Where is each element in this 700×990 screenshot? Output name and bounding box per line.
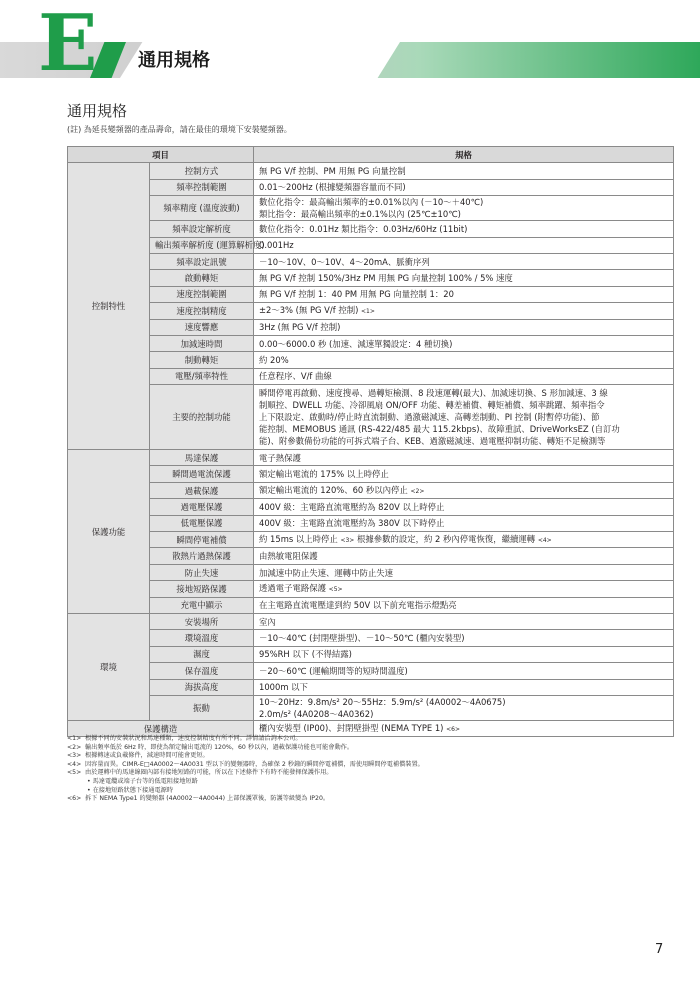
row-spec: 無 PG V/f 控制、PM 用無 PG 向量控制 [254,163,674,179]
spec-line: 能控制、MEMOBUS 通訊 (RS-422/485 最大 115.2kbps)、故障重試、DriveWorksEZ (自訂功 [259,424,620,435]
table-row [68,466,674,482]
chapter-title: 通用規格 [138,50,210,71]
row-item: 啟動轉矩 [150,270,254,286]
spec-line: 能)、附參數備份功能的可拆式端子台、KEB、過激磁減速、過電壓抑制功能、轉矩不足檢測等 [259,436,606,447]
row-spec: 約 20% [254,352,674,368]
footnote-text: 由於運轉中的馬達線圈內部有接地短路的可能，所以在下述條件下有時不能發揮保護作用。 [85,769,333,777]
row-spec: 95%RH 以下 (不得結露) [254,646,674,662]
footnote-tag: <1> [67,735,82,742]
spec-line: 瞬間停電再啟動、速度搜尋、過轉矩檢測、8 段速運轉(最大)、加減速切換、S 形加減速、3 線 [259,388,608,399]
group-environment: 環境 [68,613,150,720]
table-row [68,163,674,179]
chapter-letter: E [38,0,98,89]
table-row [68,564,674,580]
row-spec: 0.00～6000.0 秒 (加速、減速單獨設定：4 種切換) [254,335,674,351]
row-spec: 數位化指令：0.01Hz 類比指令：0.03Hz/60Hz (11bit) [254,221,674,237]
row-spec: 由熱敏電阻保護 [254,548,674,564]
row-spec: 0.01～200Hz (根據變頻器容量而不同) [254,179,674,195]
table-row [68,679,674,695]
row-item: 散熱片過熱保護 [150,548,254,564]
table-row [68,253,674,269]
footnote-bullet [67,778,677,787]
group-protection: 保護功能 [68,450,150,614]
spec-line: 制順控、DWELL 功能、冷卻風扇 ON/OFF 功能、轉差補償、轉矩補償、頻率跳躍、頻率指令 [259,400,605,411]
footnote [67,795,677,804]
table-row [68,179,674,195]
row-item: 瞬間停電補償 [150,532,254,548]
row-item: 加減速時間 [150,335,254,351]
footnote [67,752,677,761]
col-spec-header: 規格 [254,147,674,163]
row-spec [254,532,674,548]
row-item: 振動 [150,695,254,720]
row-item: 保存溫度 [150,663,254,679]
spec-text: 透過電子電路保護 [259,582,326,593]
footnote-tag: <4> [67,760,82,768]
table-row [68,237,674,253]
col-item-header: 項目 [68,147,254,163]
row-item: 接地短路保護 [150,581,254,597]
row-item: 防止失速 [150,564,254,580]
section-title: 通用規格 [67,102,128,120]
row-item: 低電壓保護 [150,515,254,531]
row-item: 過電壓保護 [150,499,254,515]
spec-line: 類比指令：最高輸出頻率的±0.1%以內 (25℃±10℃) [259,209,461,220]
row-spec: 1000m 以下 [254,679,674,695]
row-spec: 在主電路直流電壓達到約 50V 以下前充電指示燈點亮 [254,597,674,613]
row-item: 輸出頻率解析度 (運算解析度) [150,237,254,253]
spec-header-row [68,147,674,163]
table-row [68,352,674,368]
row-item: 充電中顯示 [150,597,254,613]
table-row [68,270,674,286]
spec-line: 10～20Hz：9.8m/s² 20～55Hz：5.9m/s² (4A0002～4A0675) [259,696,506,707]
footnote-ref: <3> [340,536,355,544]
row-spec: 400V 級：主電路直流電壓約為 380V 以下時停止 [254,515,674,531]
section-note: (註) 為延長變頻器的產品壽命，請在最佳的環境下安裝變頻器。 [67,125,292,134]
table-row [68,303,674,319]
row-item: 頻率設定解析度 [150,221,254,237]
row-item: 過載保護 [150,482,254,498]
row-spec: 室內 [254,613,674,629]
table-row [68,646,674,662]
spec-text: 額定輸出電流的 120%、60 秒以內停止 [259,484,408,495]
row-spec [254,385,674,450]
row-item: 保護構造 [68,720,254,736]
row-spec [254,196,674,221]
footnote-ref: <2> [410,487,425,495]
table-row [68,196,674,221]
spec-line: 上下限設定、啟動時/停止時直流制動、過激磁減速、高轉差制動、PI 控制 (附暫停功能)、節 [259,412,600,423]
row-spec: 3Hz (無 PG V/f 控制) [254,319,674,335]
footnote-text: 根據不同的安裝狀況和馬達種類，速度控制精度有所不同。詳情請洽詢本公司。 [85,735,302,742]
table-row [68,630,674,646]
row-spec: －20～60℃ (運輸期間等的短時間溫度) [254,663,674,679]
footnote-tag: <2> [67,743,82,751]
row-item: 速度響應 [150,319,254,335]
row-item: 控制方式 [150,163,254,179]
footnote-ref: <5> [328,585,343,593]
table-row [68,286,674,302]
row-spec: －10～10V、0～10V、4～20mA、脈衝序列 [254,253,674,269]
footnote-ref: <1> [361,307,375,315]
row-item: 速度控制精度 [150,303,254,319]
footnote-tag: <5> [67,769,82,777]
footnote-text: 拆下 NEMA Type1 的變頻器 (4A0002～4A0044) 上部保護罩後，防護等級變為 IP20。 [85,795,330,803]
row-item: 瞬間過電流保護 [150,466,254,482]
spec-text: ±2～3% (無 PG V/f 控制) [259,304,359,315]
table-row [68,335,674,351]
footnote-ref: <4> [537,536,552,544]
row-spec [254,482,674,498]
spec-table [67,146,674,737]
footnote-bullet [67,787,677,796]
row-item: 環境溫度 [150,630,254,646]
table-row [68,221,674,237]
footnotes [67,735,677,804]
group-control: 控制特性 [68,163,150,450]
footnote-text: • 馬達電纜或端子台等的低電阻接地短路 [87,777,198,785]
row-spec: 任意程序、V/f 曲線 [254,368,674,384]
spec-line: 數位化指令：最高輸出頻率的±0.01%以內 (－10～＋40℃) [259,197,484,208]
footnote-tag: <3> [67,752,82,760]
row-spec: －10～40℃ (封閉壁掛型)、－10～50℃ (櫃內安裝型) [254,630,674,646]
spec-text: 約 15ms 以上時停止 [259,533,338,544]
row-spec: 400V 級：主電路直流電壓約為 820V 以上時停止 [254,499,674,515]
table-row [68,695,674,720]
row-spec: 無 PG V/f 控制 150%/3Hz PM 用無 PG 向量控制 100% / 5% 速度 [254,270,674,286]
row-spec [254,303,674,319]
spec-text: 櫃內安裝型 (IP00)、封閉壁掛型 (NEMA TYPE 1) [259,722,444,733]
row-spec [254,695,674,720]
footnote-text: 輸出頻率低於 6Hz 時，即使為額定輸出電流的 120%，60 秒以內，過載保護功能也可能會動作。 [85,743,354,751]
row-spec: 額定輸出電流的 175% 以上時停止 [254,466,674,482]
row-spec [254,581,674,597]
table-row [68,613,674,629]
footnote-text: • 在接地短路狀態下接通電源時 [87,786,174,794]
row-item: 電壓/頻率特性 [150,368,254,384]
row-item: 濕度 [150,646,254,662]
row-item: 頻率精度 (溫度波動) [150,196,254,221]
footnote [67,735,677,744]
footnote-text: 根據轉速或負載條件，減速時間可能會更短。 [85,752,209,760]
table-row [68,597,674,613]
row-spec: 無 PG V/f 控制 1：40 PM 用無 PG 向量控制 1：20 [254,286,674,302]
row-item: 馬達保護 [150,450,254,466]
row-item: 頻率設定訊號 [150,253,254,269]
table-row [68,319,674,335]
table-row [68,663,674,679]
footnote-tag: <6> [67,795,82,803]
row-item: 海拔高度 [150,679,254,695]
row-spec: 0.001Hz [254,237,674,253]
spec-line: 2.0m/s² (4A0208～4A0362) [259,708,374,719]
row-spec: 電子熱保護 [254,450,674,466]
table-row [68,548,674,564]
table-row [68,482,674,498]
footnote [67,769,677,778]
footnote [67,744,677,753]
table-row [68,581,674,597]
row-item: 速度控制範圍 [150,286,254,302]
footnote-text: 因容量而異。CIMR-E□4A0002～4A0031 型以下的變頻器時，為確保 2 秒鐘的瞬間停電補償，需使用瞬間停電補償裝置。 [85,760,424,768]
row-item: 制動轉矩 [150,352,254,368]
table-row [68,499,674,515]
row-spec: 加減速中防止失速、運轉中防止失速 [254,564,674,580]
table-row [68,515,674,531]
table-row [68,532,674,548]
page-number: 7 [655,942,664,957]
footnote-ref: <6> [446,725,460,733]
row-item: 主要的控制功能 [150,385,254,450]
spec-text: 根據參數的設定，約 2 秒內停電恢復，繼續運轉 [356,533,536,544]
table-row [68,385,674,450]
row-item: 頻率控制範圍 [150,179,254,195]
table-row [68,450,674,466]
row-item: 安裝場所 [150,613,254,629]
table-row [68,368,674,384]
